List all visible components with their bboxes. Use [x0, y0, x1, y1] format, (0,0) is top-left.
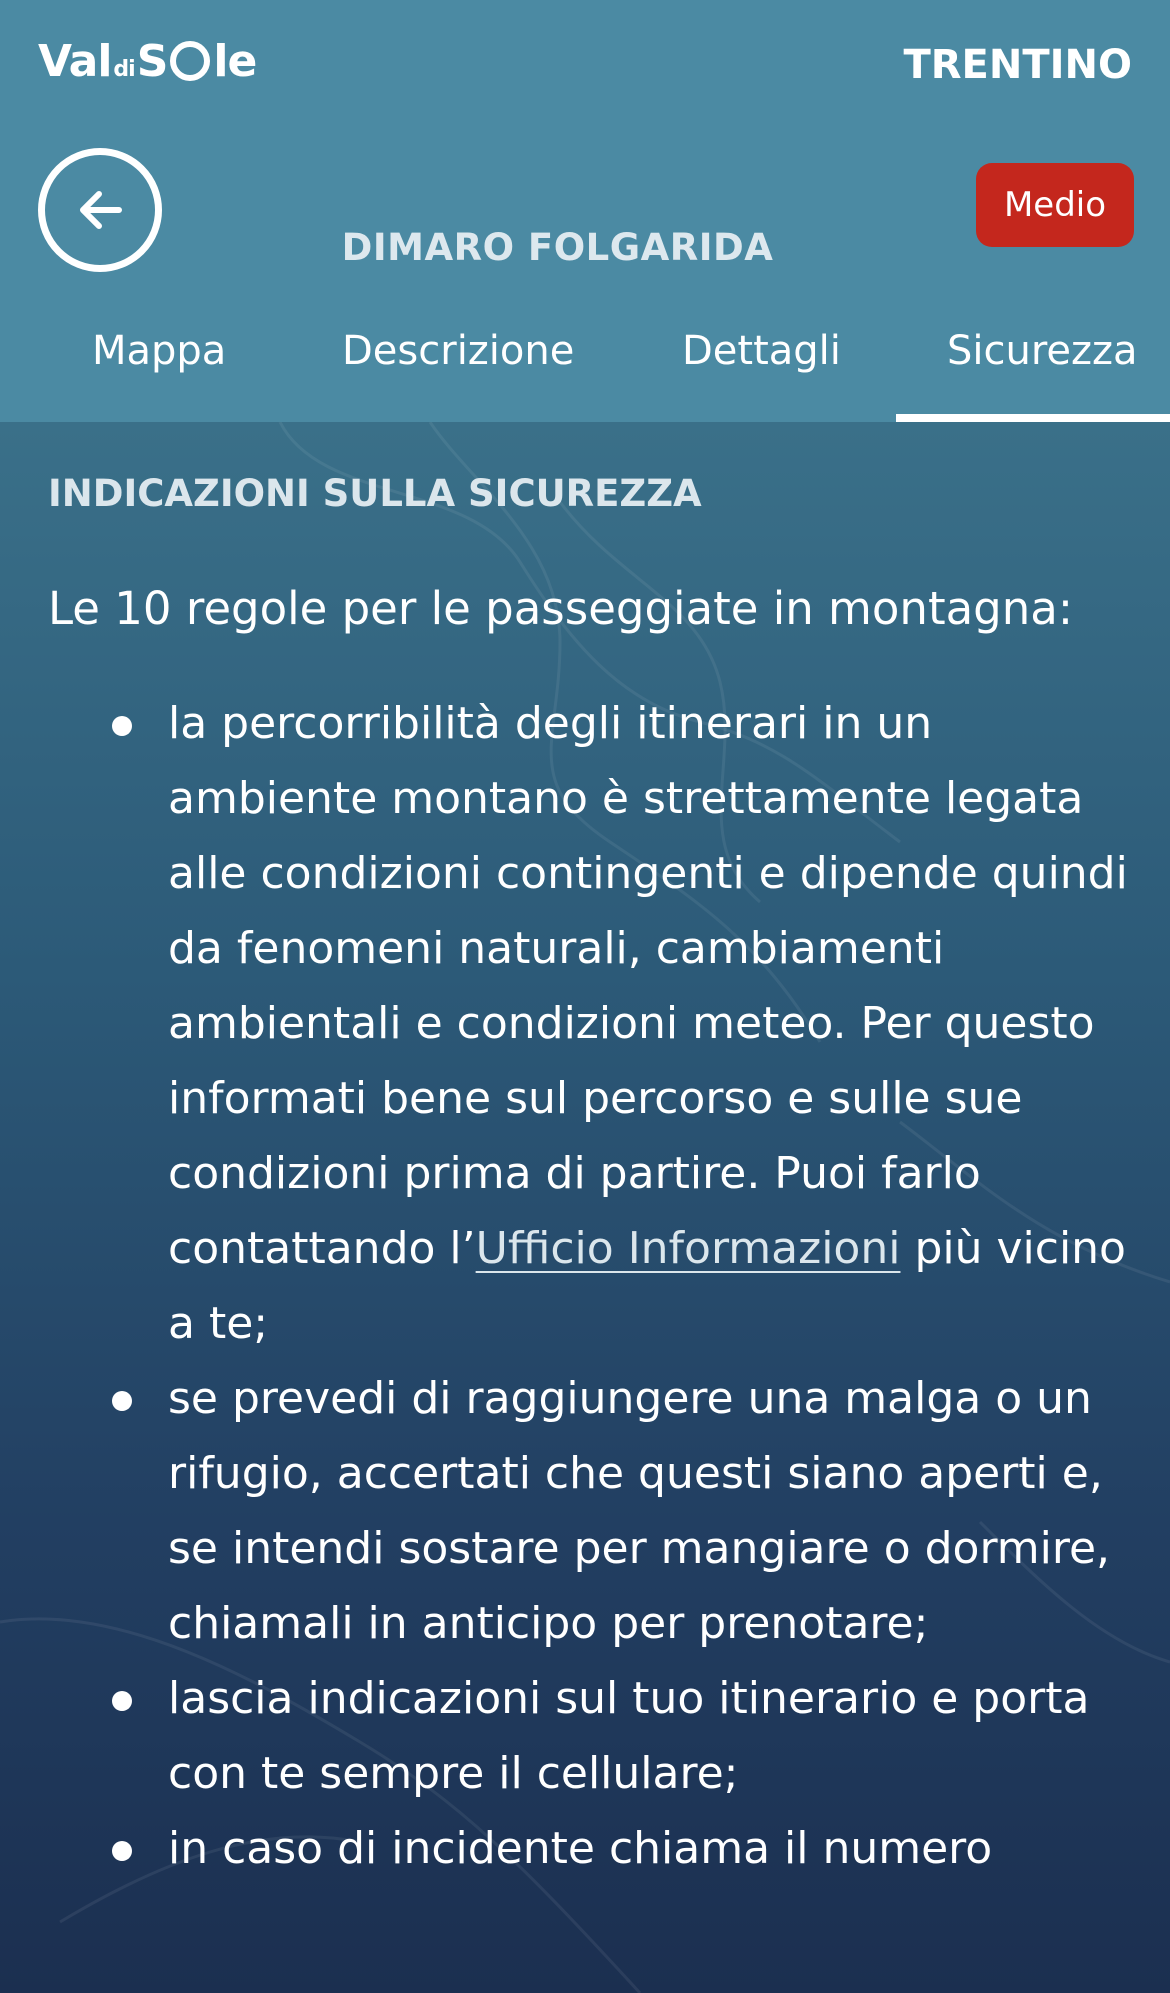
tab-descrizione[interactable]: Descrizione — [342, 328, 575, 374]
difficulty-badge: Medio — [976, 163, 1134, 247]
trentino-logo[interactable]: TRENTINO — [903, 42, 1132, 88]
bullet-icon — [112, 1691, 132, 1711]
tab-sicurezza[interactable]: Sicurezza — [947, 328, 1138, 374]
tab-dettagli[interactable]: Dettagli — [682, 328, 841, 374]
list-item — [48, 1811, 1138, 1886]
top-header — [0, 0, 1170, 422]
logo-part-val: Val — [38, 36, 112, 87]
bullet-icon — [112, 1391, 132, 1411]
bullet-icon — [112, 716, 132, 736]
logo-part-s: S — [136, 36, 168, 87]
val-di-sole-logo[interactable] — [38, 36, 256, 88]
arrow-left-icon — [77, 190, 123, 230]
ufficio-informazioni-link[interactable]: Ufficio Informazioni — [475, 1223, 901, 1274]
list-item — [48, 1661, 1138, 1811]
rule-text: se prevedi di raggiungere una malga o un rifugio, accertati che questi siano aperti e, se intendi sostare per mangiare o dormire, chiamali in anticipo per prenotare; — [168, 1373, 1111, 1649]
rules-list — [48, 686, 1138, 1886]
rule-text: in caso di incidente chiama il numero — [168, 1823, 993, 1874]
list-item — [48, 686, 1138, 1361]
tab-bar — [0, 318, 1170, 422]
tab-mappa[interactable]: Mappa — [92, 328, 227, 374]
rule-text: la percorribilità degli itinerari in un ambiente montano è strettamente legata alle condizioni contingenti e dipende quindi da fenomeni naturali, cambiamenti ambientali e condizioni meteo. Per questo informati bene sul percorso e sulle sue condizioni prima di partire. Puoi farlo contattando l’ — [168, 698, 1128, 1274]
intro-text: Le 10 regole per le passeggiate in montagna: — [48, 582, 1073, 635]
logo-part-le: le — [213, 36, 257, 87]
logo-part-di: di — [113, 57, 135, 82]
list-item — [48, 1361, 1138, 1661]
safety-content[interactable] — [0, 422, 1170, 1993]
bullet-icon — [112, 1841, 132, 1861]
rule-text-end: più vicino a te; — [168, 1223, 1126, 1349]
page-title: DIMARO FOLGARIDA — [341, 226, 774, 269]
sun-icon — [170, 41, 210, 81]
section-heading: INDICAZIONI SULLA SICUREZZA — [48, 472, 702, 515]
rule-text: lascia indicazioni sul tuo itinerario e porta con te sempre il cellulare; — [168, 1673, 1090, 1799]
